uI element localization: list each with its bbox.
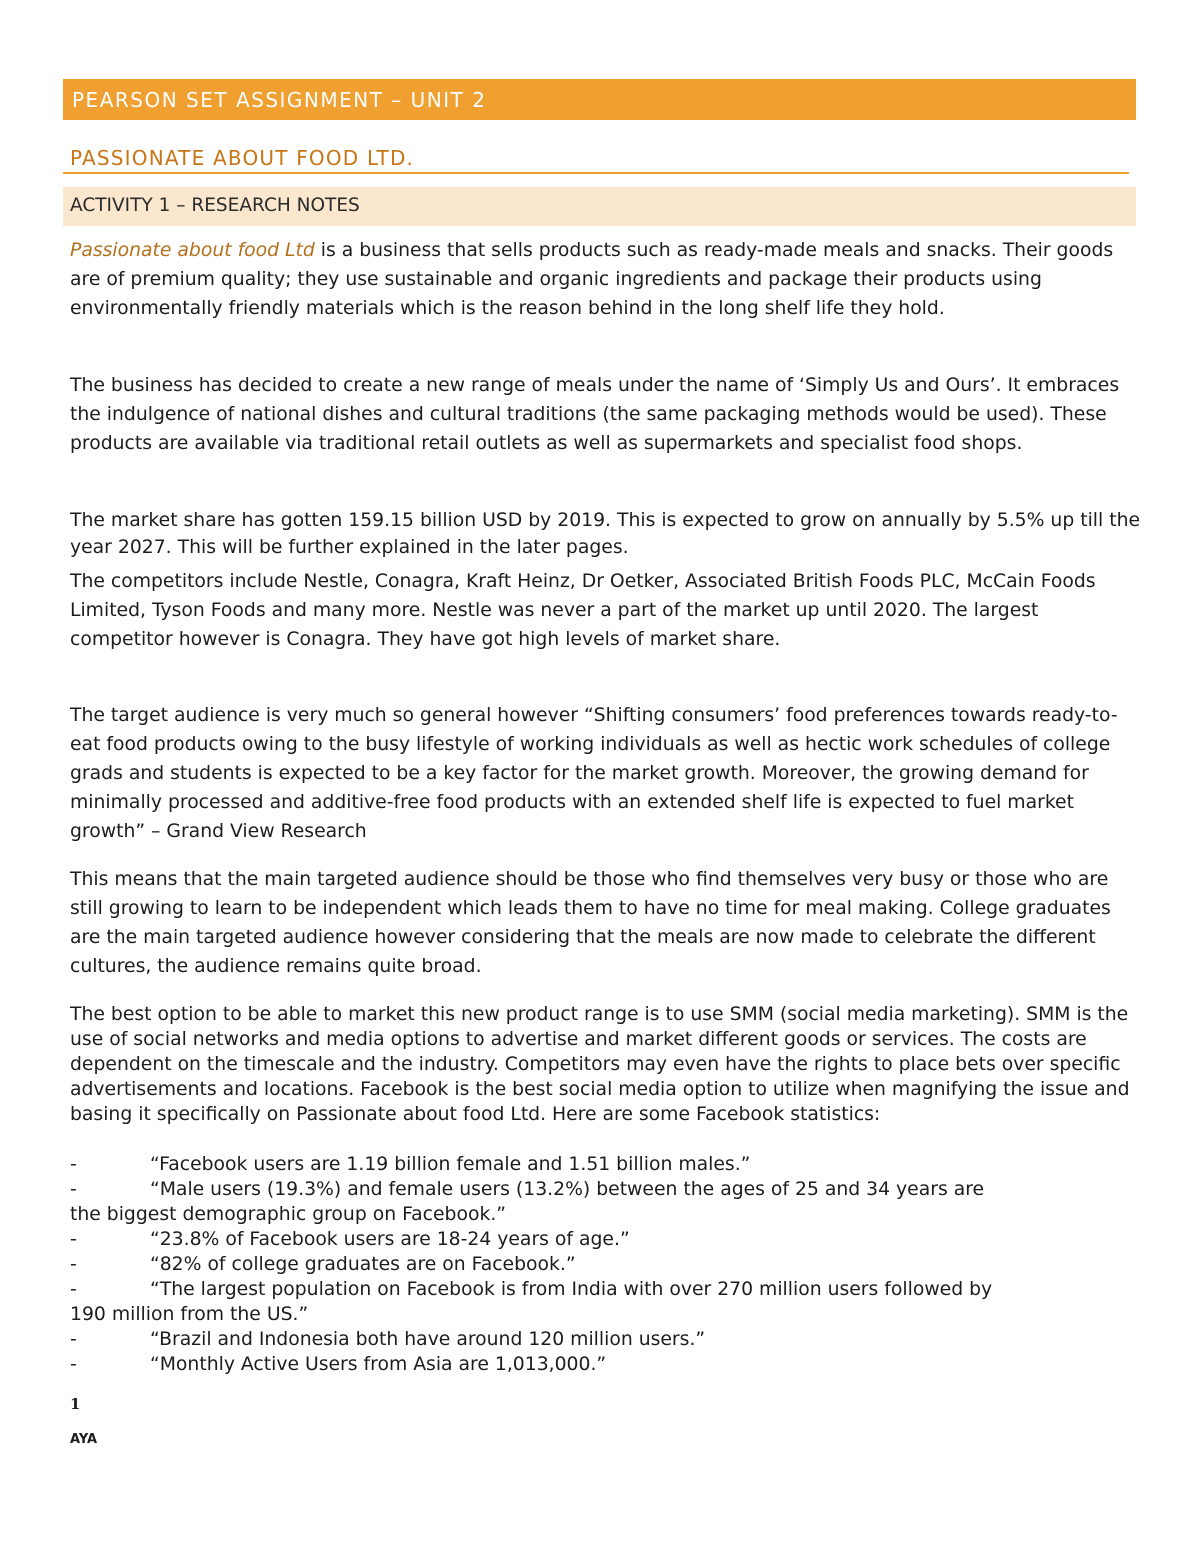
- page-number: 1: [70, 1395, 81, 1413]
- list-item: - “23.8% of Facebook users are 18-24 years of age.”: [70, 1229, 630, 1250]
- company-name-lead: Passionate about food Ltd: [70, 240, 315, 261]
- list-item: - “Facebook users are 1.19 billion female and 1.51 billion males.”: [70, 1154, 751, 1175]
- paragraph-target-audience: The target audience is very much so general however “Shifting consumers’ food preferences towards ready-to-eat food products owing to the busy lifestyle of working individuals as well as hectic work schedules of college grads and students is expected to be a key factor for the market growth. Moreover, the growing demand for minimally processed and additive-free food products with an extended shelf life is expected to fuel market growth” – Grand View Research: [70, 705, 1118, 842]
- company-subtitle: PASSIONATE ABOUT FOOD LTD.: [63, 143, 1129, 174]
- paragraph-competitors: The competitors include Nestle, Conagra, Kraft Heinz, Dr Oetker, Associated British Foods PLC, McCain Foods Limited, Tyson Foods and many more. Nestle was never a part of the market up until 2020. The largest competitor however is Conagra. They have got high levels of market share.: [70, 571, 1096, 650]
- paragraph-audience-summary: This means that the main targeted audience should be those who find themselves very busy or those who are still growing to learn to be independent which leads them to have no time for meal making. College graduates are the main targeted audience however considering that the meals are now made to celebrate the different cultures, the audience remains quite broad.: [70, 869, 1111, 977]
- author-initials: AYA: [70, 1432, 98, 1447]
- list-item: the biggest demographic group on Facebook.”: [70, 1204, 507, 1225]
- intro-text: is a business that sells products such as ready-made meals and snacks. Their goods are of premium quality; they use sustainable and organic ingredients and package their products using environmentally friendly materials which is the reason behind in the long shelf life they hold.: [70, 240, 1114, 319]
- paragraph-intro: [70, 236, 1145, 323]
- list-item: - “82% of college graduates are on Facebook.”: [70, 1254, 576, 1275]
- paragraph-market-share: The market share has gotten 159.15 billion USD by 2019. This is expected to grow on annually by 5.5% up till the year 2027. This will be further explained in the later pages.: [70, 510, 1141, 558]
- paragraph-new-range: The business has decided to create a new range of meals under the name of ‘Simply Us and Ours’. It embraces the indulgence of national dishes and cultural traditions (the same packaging methods would be used). These products are available via traditional retail outlets as well as supermarkets and specialist food shops.: [70, 375, 1120, 454]
- paragraph-smm: The best option to be able to market this new product range is to use SMM (social media marketing). SMM is the use of social networks and media options to advertise and market different goods or services. The costs are dependent on the timescale and the industry. Competitors may even have the rights to place bets over specific advertisements and locations. Facebook is the best social media option to utilize when magnifying the issue and basing it specifically on Passionate about food Ltd. Here are some Facebook statistics:: [70, 1004, 1130, 1125]
- banner-title: PEARSON SET ASSIGNMENT – UNIT 2: [63, 79, 1136, 120]
- list-item: - “Male users (19.3%) and female users (13.2%) between the ages of 25 and 34 years are: [70, 1179, 985, 1200]
- list-item: - “Monthly Active Users from Asia are 1,013,000.”: [70, 1354, 607, 1375]
- list-item: - “Brazil and Indonesia both have around 120 million users.”: [70, 1329, 706, 1350]
- list-item: - “The largest population on Facebook is from India with over 270 million users followed by: [70, 1279, 993, 1300]
- section-heading: ACTIVITY 1 – RESEARCH NOTES: [63, 187, 1136, 226]
- list-item: 190 million from the US.”: [70, 1304, 309, 1325]
